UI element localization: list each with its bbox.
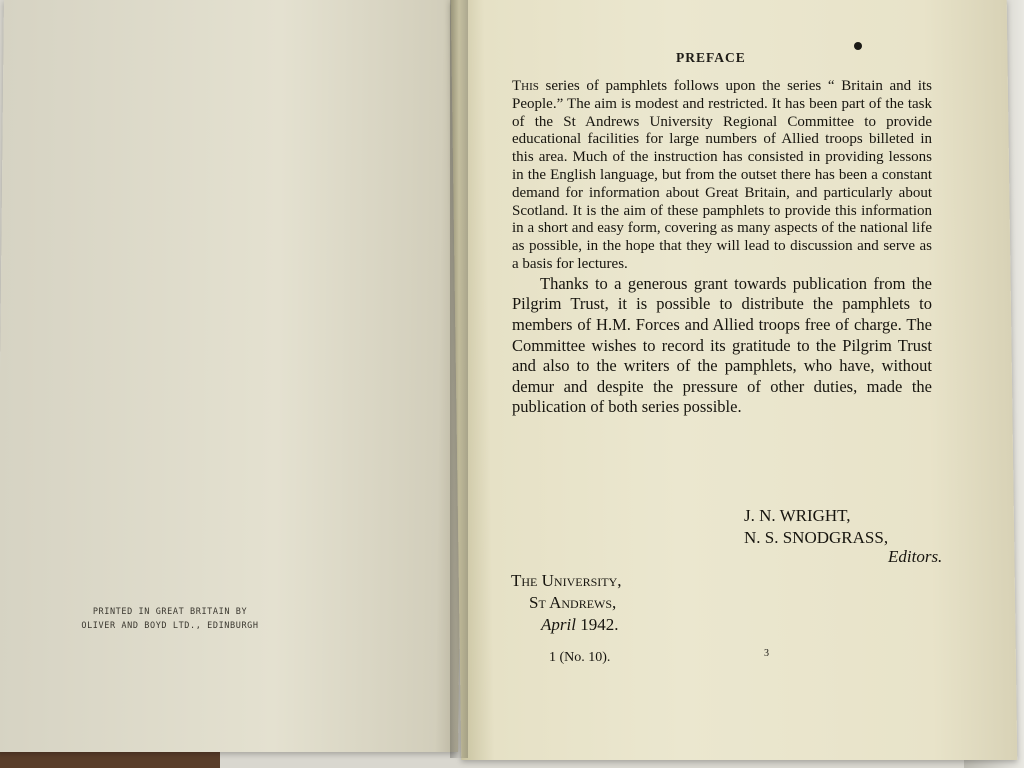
book-gutter [450,0,468,758]
page-number: 3 [764,648,769,659]
imprint-line-1: PRINTED IN GREAT BRITAIN BY [92,607,248,617]
preface-paragraph-2: Thanks to a generous grant towards publication from the Pilgrim Trust, it is possible to distribute the pamphlets to members of H.M. Forces and Allied troops free of charge. The Committee wishes to record its gratitude to the Pilgrim Trust and also to the writers of the pamphlets, who have, without demur and despite the pressure of other duties, made the publication of both series possible. [512,273,932,417]
signature-mark: 1 (No. 10). [549,650,611,665]
signatory-role: Editors. [888,547,943,566]
place-line-1: The University, [511,571,622,590]
printer-imprint [40,605,300,633]
paragraph-1-text: series of pamphlets follows upon the series “ Britain and its People.” The aim is modest and restricted. It has been part of the task of the St Andrews University Regional Committee to provide educational facilities for large numbers of Allied troops billeted in this area. Much of the instruction has consisted in providing lessons in the English language, but from the outset there has been a constant demand for information about Great Britain, and particularly about Scotland. It is the aim of these pamphlets to provide this information in a short and easy form, covering as many aspects of the national life as possible, in the hope that they will lead to discussion and serve as a basis for lectures. [512,78,932,272]
signatory-snodgrass: N. S. SNODGRASS, [744,528,889,547]
ink-spot [854,42,862,50]
date-year: 1942. [575,615,619,634]
preface-body [512,78,932,418]
preface-paragraph-1 [512,78,932,274]
imprint-line-2: OLIVER AND BOYD LTD., EDINBURGH [81,621,259,631]
left-page [0,0,466,752]
preface-heading: PREFACE [676,50,746,65]
signatory-wright: J. N. WRIGHT, [744,506,851,525]
date-line [511,614,622,636]
date-month: April [541,615,576,634]
editor-signatures [744,505,888,549]
place-line-2: St Andrews, [529,593,617,612]
paragraph-1-first-word: This [512,78,539,94]
place-and-date [511,570,622,636]
